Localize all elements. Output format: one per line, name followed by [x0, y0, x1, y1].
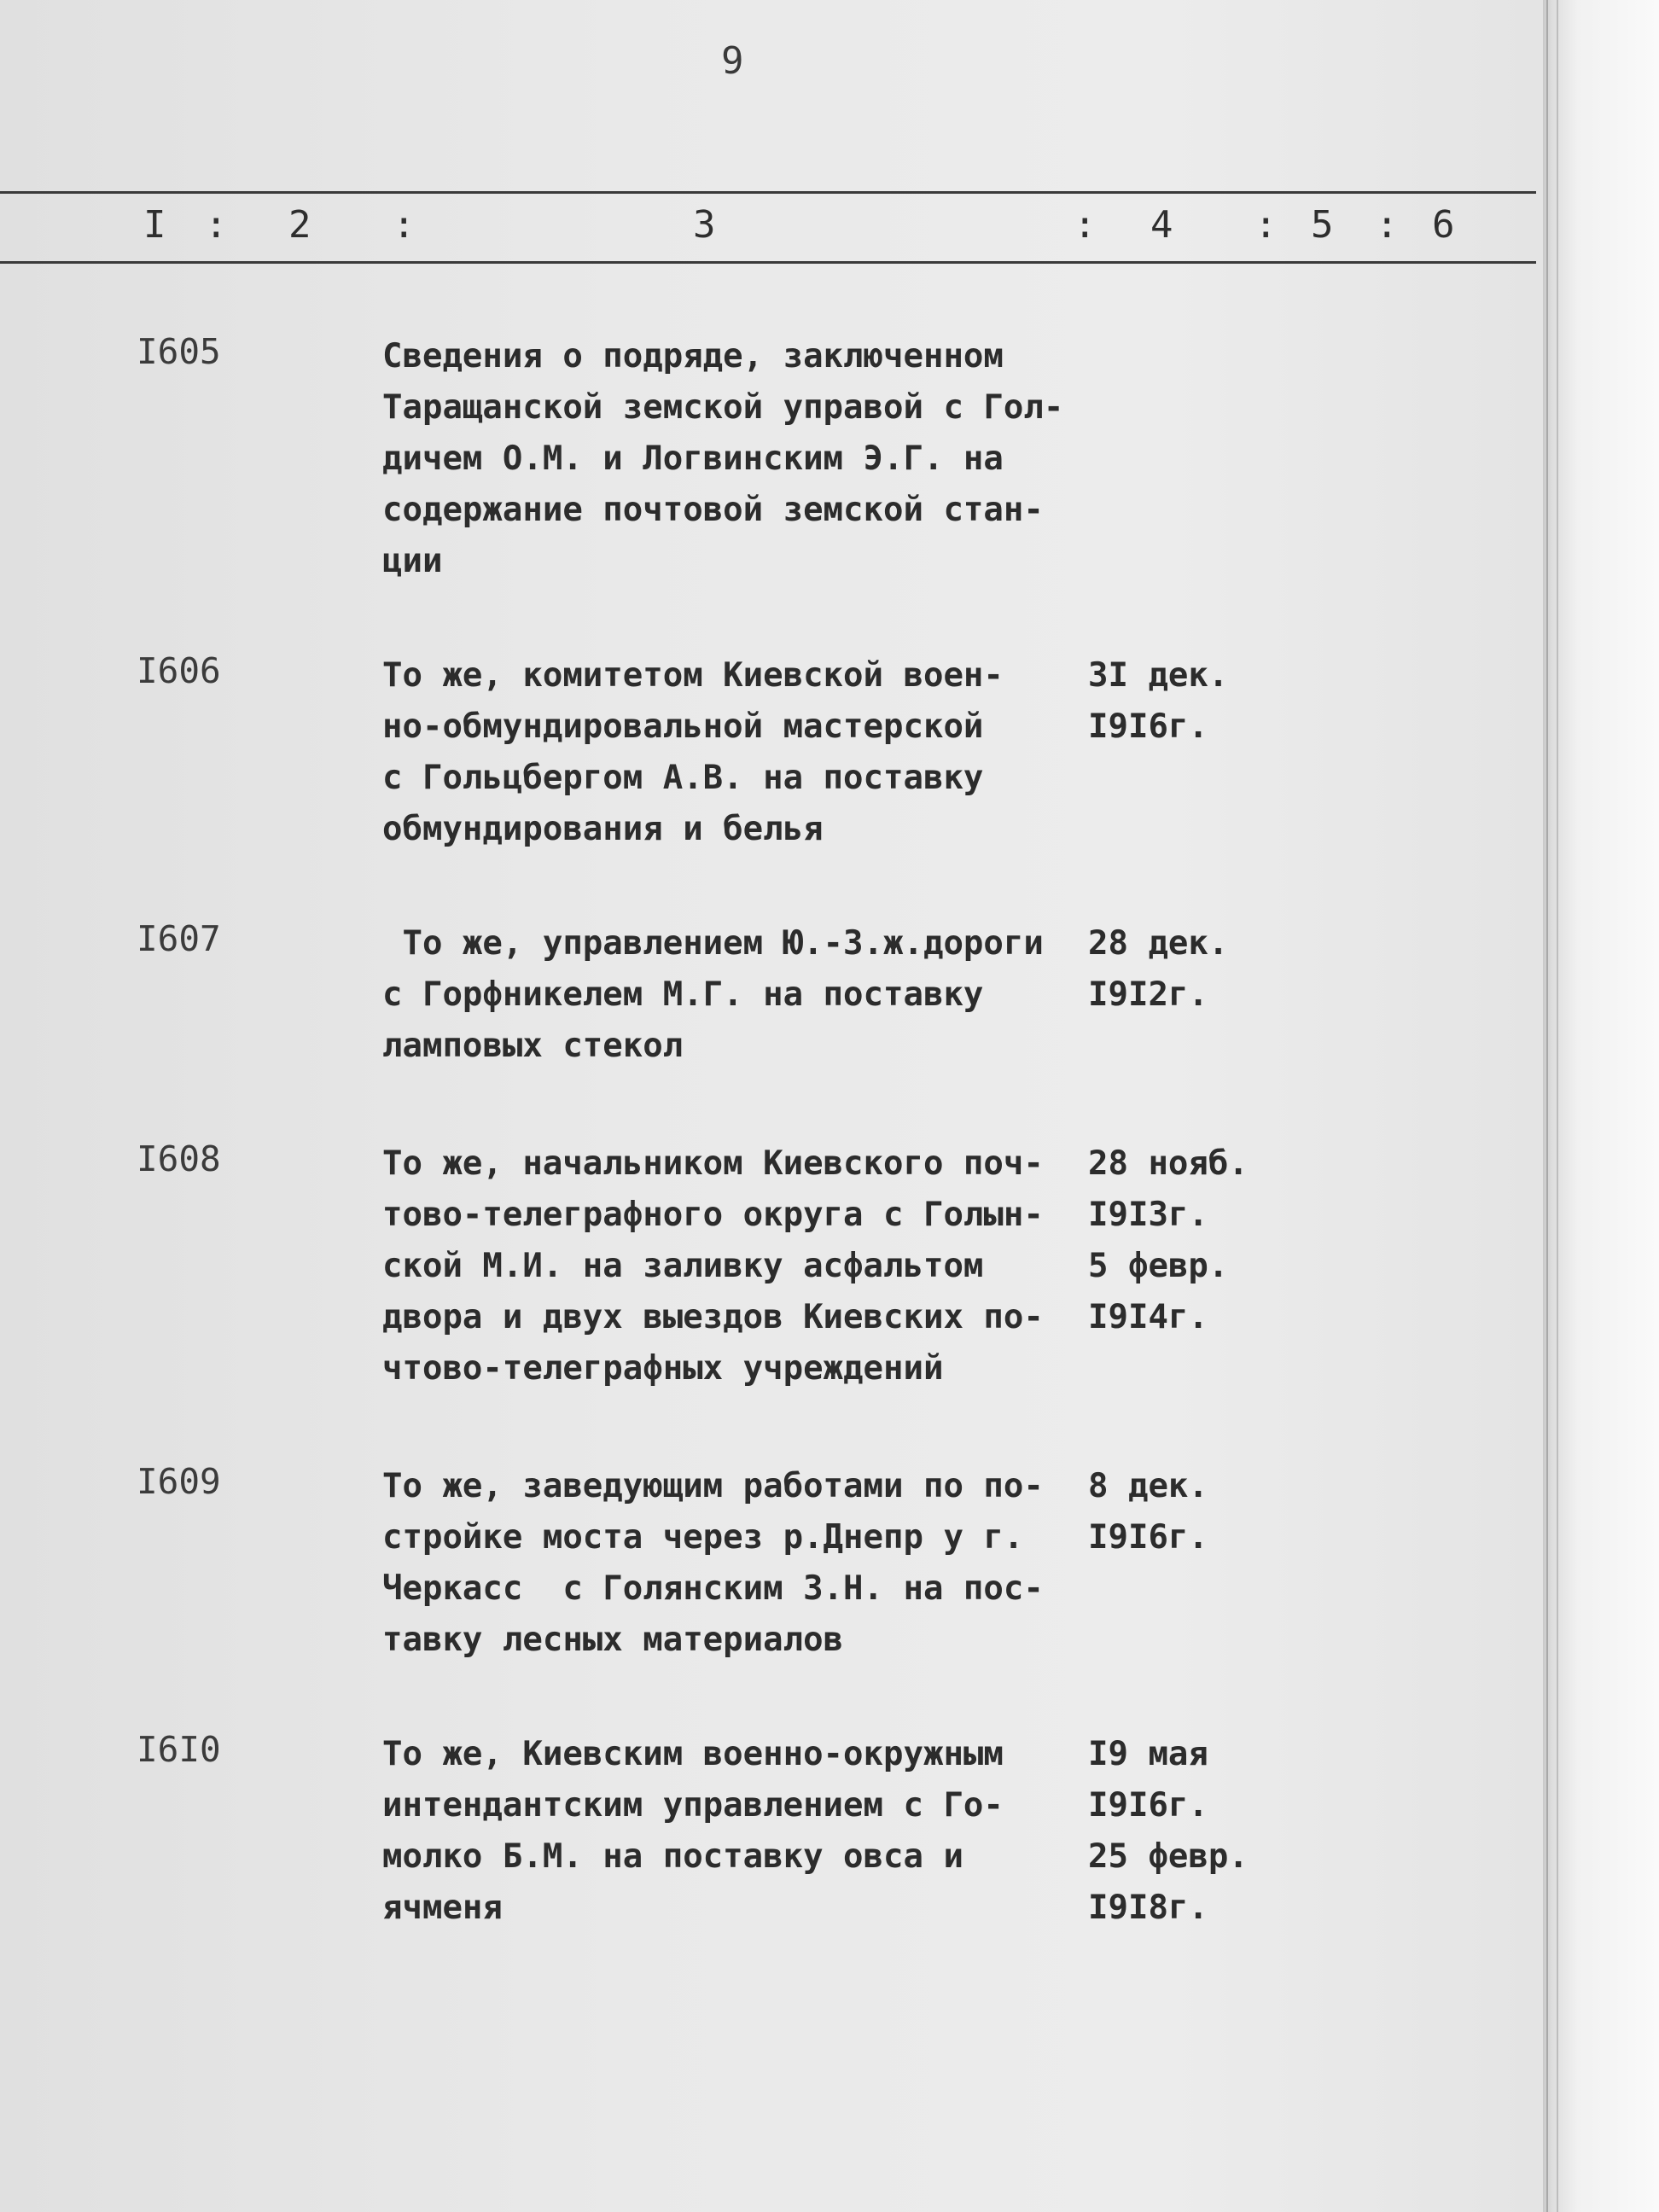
description-line: тавку лесных материалов — [382, 1621, 844, 1659]
column-header-row — [0, 203, 1536, 254]
entry-number: I608 — [137, 1138, 221, 1179]
description-line: обмундирования и белья — [382, 810, 824, 848]
description-line: То же, управлением Ю.-З.ж.дороги — [382, 924, 1044, 963]
entry-number: I6I0 — [137, 1729, 221, 1770]
date-line: I9I6г. — [1088, 707, 1208, 746]
date-line: I9I4г. — [1088, 1298, 1208, 1336]
description-line: ской М.И. на заливку асфальтом — [382, 1247, 984, 1285]
description-line: интендантским управлением с Го- — [382, 1786, 1004, 1825]
date-line: I9I3г. — [1088, 1196, 1208, 1234]
date-line: 5 февр. — [1088, 1247, 1229, 1285]
description-line: с Горфникелем М.Г. на поставку — [382, 975, 984, 1014]
header-separator: : — [393, 203, 416, 247]
entry-description — [382, 1138, 1099, 1394]
header-separator: : — [205, 203, 228, 247]
header-col-3: 3 — [693, 203, 716, 247]
page-number: 9 — [721, 39, 744, 83]
description-line: ячменя — [382, 1889, 503, 1927]
header-separator: : — [1376, 203, 1399, 247]
description-line: Таращанской земской управой с Гол- — [382, 388, 1064, 427]
header-col-2: 2 — [288, 203, 311, 247]
date-line: I9 мая — [1088, 1735, 1208, 1773]
header-separator: : — [1254, 203, 1278, 247]
date-line: I9I6г. — [1088, 1518, 1208, 1557]
description-line: Черкасс с Голянским З.Н. на пос- — [382, 1569, 1044, 1608]
description-line: ции — [382, 542, 443, 580]
date-line: 25 февр. — [1088, 1837, 1249, 1876]
description-line: двора и двух выездов Киевских по- — [382, 1298, 1044, 1336]
entry-dates — [1088, 918, 1310, 1021]
entry-number: I605 — [137, 331, 221, 372]
description-line: Сведения о подряде, заключенном — [382, 337, 1004, 375]
description-line: с Гольцбергом А.В. на поставку — [382, 759, 984, 797]
description-line: стройке моста через р.Днепр у г. — [382, 1518, 1024, 1557]
header-col-6: 6 — [1432, 203, 1455, 247]
description-line: тово-телеграфного округа с Голын- — [382, 1196, 1044, 1234]
date-line: I9I6г. — [1088, 1786, 1208, 1825]
entry-description — [382, 650, 1099, 855]
header-col-5: 5 — [1311, 203, 1334, 247]
entry-number: I607 — [137, 918, 221, 959]
description-line: чтово-телеграфных учреждений — [382, 1349, 944, 1388]
date-line: I9I2г. — [1088, 975, 1208, 1014]
entry-dates — [1088, 1461, 1310, 1563]
description-line: но-обмундировальной мастерской — [382, 707, 984, 746]
description-line: молко Б.М. на поставку овса и — [382, 1837, 963, 1876]
edge-line — [1546, 0, 1548, 2212]
header-separator: : — [1074, 203, 1097, 247]
entry-description — [382, 1729, 1099, 1934]
description-line: дичем О.М. и Логвинским Э.Г. на — [382, 439, 1004, 478]
entry-dates — [1088, 650, 1310, 753]
description-line: То же, Киевским военно-окружным — [382, 1735, 1004, 1773]
entry-number: I606 — [137, 650, 221, 691]
description-line: То же, заведующим работами по по- — [382, 1467, 1044, 1505]
header-bottom-rule — [0, 261, 1536, 264]
description-line: ламповых стекол — [382, 1027, 684, 1065]
description-line: содержание почтовой земской стан- — [382, 491, 1044, 529]
description-line: То же, начальником Киевского поч- — [382, 1144, 1044, 1183]
edge-line — [1557, 0, 1558, 2212]
date-line: 3I дек. — [1088, 656, 1229, 695]
entry-description — [382, 918, 1099, 1072]
date-line: 28 нояб. — [1088, 1144, 1249, 1183]
entry-dates — [1088, 1729, 1310, 1934]
entry-dates — [1088, 1138, 1310, 1343]
entry-description — [382, 1461, 1099, 1666]
page-edge-stack — [1543, 0, 1659, 2212]
date-line: I9I8г. — [1088, 1889, 1208, 1927]
entry-description — [382, 331, 1099, 587]
date-line: 8 дек. — [1088, 1467, 1208, 1505]
entry-number: I609 — [137, 1461, 221, 1502]
header-top-rule — [0, 191, 1536, 194]
header-col-1: I — [143, 203, 166, 247]
description-line: То же, комитетом Киевской воен- — [382, 656, 1004, 695]
header-col-4: 4 — [1150, 203, 1173, 247]
date-line: 28 дек. — [1088, 924, 1229, 963]
